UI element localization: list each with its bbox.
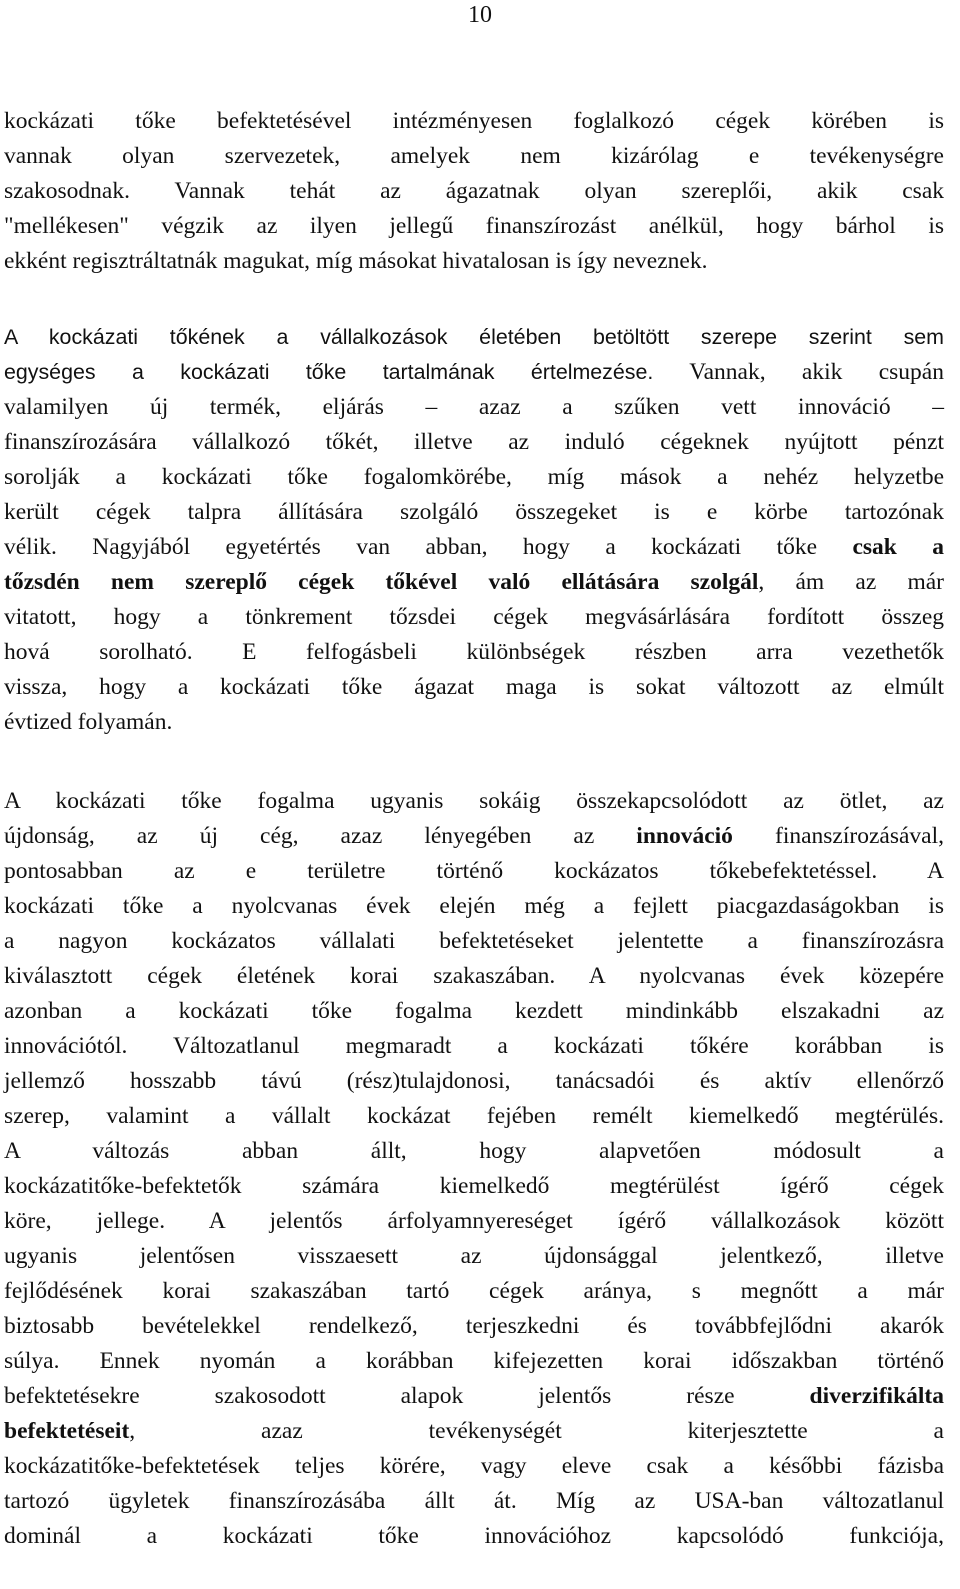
text-line: kockázati tőke a nyolcvanas évek elején még a fejlett piacgazdaságokban is — [4, 893, 944, 919]
paragraph-1 — [4, 104, 944, 279]
text-line — [4, 355, 944, 390]
text-span: , ám az már — [758, 569, 944, 595]
bold-text: befektetéseit — [4, 1418, 130, 1444]
text-line: vannak olyan szervezetek, amelyek nem kizárólag e tevékenységre — [4, 143, 944, 169]
text-span: újdonság, az új cég, azaz lényegében az — [4, 823, 637, 849]
paragraph-3 — [4, 784, 944, 1554]
text-line: szerep, valamint a vállalt kockázat fejében remélt kiemelkedő megtérülés. — [4, 1103, 944, 1129]
text-line: sorolják a kockázati tőke fogalomkörébe, míg mások a nehéz helyzetbe — [4, 464, 944, 490]
bold-text: csak a — [852, 534, 944, 560]
text-span: , azaz tevékenységét kiterjesztette a — [129, 1418, 944, 1444]
text-line: pontosabban az e területre történő kockázatos tőkebefektetéssel. A — [4, 858, 944, 884]
text-line: jellemző hosszabb távú (rész)tulajdonosi, tanácsadói és aktív ellenőrző — [4, 1068, 944, 1094]
text-line: kockázatitőke-befektetések teljes körére, vagy eleve csak a későbbi fázisba — [4, 1453, 944, 1479]
text-line — [4, 819, 944, 854]
text-line: "mellékesen" végzik az ilyen jellegű finanszírozást anélkül, hogy bárhol is — [4, 213, 944, 239]
text-line: súlya. Ennek nyomán a korábban kifejezetten korai időszakban történő — [4, 1348, 944, 1374]
text-line: kockázati tőke befektetésével intézményesen foglalkozó cégek körében is — [4, 108, 944, 134]
text-line: A kockázati tőke fogalma ugyanis sokáig összekapcsolódott az ötlet, az — [4, 788, 944, 814]
text-line: vitatott, hogy a tönkrement tőzsdei cégek megvásárlására fordított összeg — [4, 604, 944, 630]
text-line — [4, 1414, 944, 1449]
text-line: A változás abban állt, hogy alapvetően módosult a — [4, 1138, 944, 1164]
text-span: befektetésekre szakosodott alapok jelentős része — [4, 1383, 810, 1409]
bold-text: innováció — [636, 823, 733, 849]
text-line: azonban a kockázati tőke fogalma kezdett mindinkább elszakadni az — [4, 998, 944, 1024]
text-line — [4, 565, 944, 600]
text-line: fejlődésének korai szakaszában tartó cégek aránya, s megnőtt a már — [4, 1278, 944, 1304]
text-line: köre, jellege. A jelentős árfolyamnyereséget ígérő vállalkozások között — [4, 1208, 944, 1234]
text-line: szakosodnak. Vannak tehát az ágazatnak olyan szereplői, akik csak — [4, 178, 944, 204]
bold-text: tőzsdén nem szereplő cégek tőkével való ellátására szolgál — [4, 569, 759, 595]
page-number: 10 — [468, 2, 492, 28]
text-line: valamilyen új termék, eljárás – azaz a szűken vett innováció – — [4, 394, 944, 420]
text-line: a nagyon kockázatos vállalati befektetéseket jelentette a finanszírozásra — [4, 928, 944, 954]
text-line: finanszírozására vállalkozó tőkét, illetve az induló cégeknek nyújtott pénzt — [4, 429, 944, 455]
text-line: kiválasztott cégek életének korai szakaszában. A nyolcvanas évek közepére — [4, 963, 944, 989]
text-line: ekként regisztráltatnák magukat, míg másokat hivatalosan is így neveznek. — [4, 248, 708, 274]
text-span: egységes a kockázati tőke tartalmának értelmezése. — [4, 360, 654, 384]
text-line: vissza, hogy a kockázati tőke ágazat maga is sokat változott az elmúlt — [4, 674, 944, 700]
text-line: A kockázati tőkének a vállalkozások életében betöltött szerepe szerint sem — [4, 325, 944, 349]
text-line — [4, 530, 944, 565]
text-span: vélik. Nagyjából egyetértés van abban, hogy a kockázati tőke — [4, 534, 853, 560]
text-line: ugyanis jelentősen visszaesett az újdonsággal jelentkező, illetve — [4, 1243, 944, 1269]
text-line — [4, 1379, 944, 1414]
text-span: Vannak, akik csupán — [653, 359, 944, 385]
bold-text: diverzifikálta — [809, 1383, 944, 1409]
paragraph-2 — [4, 320, 944, 740]
text-span: finanszírozásával, — [732, 823, 944, 849]
text-line: kockázatitőke-befektetők számára kiemelkedő megtérülést ígérő cégek — [4, 1173, 944, 1199]
text-line: tartozó ügyletek finanszírozásába állt át. Míg az USA-ban változatlanul — [4, 1488, 944, 1514]
text-line: évtized folyamán. — [4, 709, 173, 735]
text-line: innovációtól. Változatlanul megmaradt a kockázati tőkére korábban is — [4, 1033, 944, 1059]
text-line: dominál a kockázati tőke innovációhoz kapcsolódó funkciója, — [4, 1523, 944, 1549]
text-line: hová sorolható. E felfogásbeli különbségek részben arra vezethetők — [4, 639, 944, 665]
text-line: biztosabb bevételekkel rendelkező, terjeszkedni és továbbfejlődni akarók — [4, 1313, 944, 1339]
text-line: került cégek talpra állítására szolgáló összegeket is e körbe tartozónak — [4, 499, 944, 525]
